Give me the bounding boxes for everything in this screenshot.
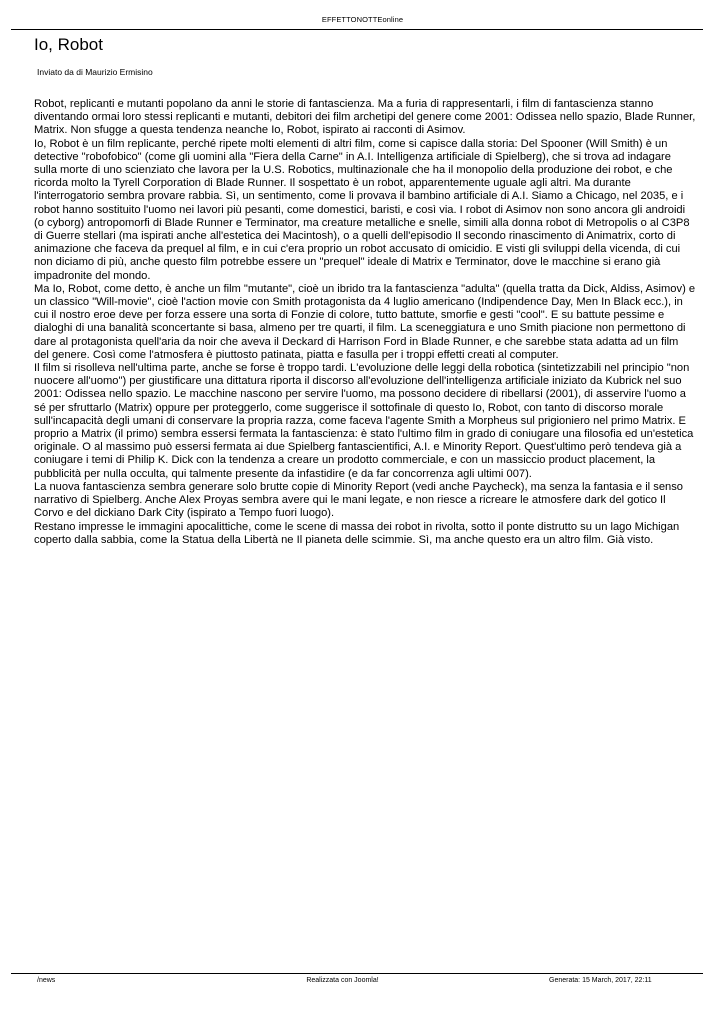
article-title: Io, Robot	[34, 35, 103, 54]
article-paragraph: La nuova fantascienza sembra generare solo brutte copie di Minority Report (vedi anche Paycheck), ma senza la fantasia e il senso narrativo di Spielberg. Anche Alex Proyas sembra avere qui le mani legate, e non riesce a ricreare le atmosfere dark del gotico Il Corvo e del dickiano Dark City (ispirato a Tempo fuori luogo).	[34, 480, 683, 520]
footer-powered-by: Realizzata con Joomla!	[306, 977, 379, 984]
article-paragraph: Io, Robot è un film replicante, perché ripete molti elementi di altri film, come si capisce dalla storia: Del Spooner (Will Smith) è un detective "robofobico" (come gli uomini alla "Fiera della Carne" in A.I. Intelligenza artificiale di Spielberg), che si trova ad indagare sulla morte di uno scienziato che lavora per la U.S. Robotics, multinazionale che ha il monopolio della produzione dei robot, e che ricorda molto la Tyrell Corporation di Blade Runner. Il sospettato è un robot, apparentemente uguale agli altri. Ma durante l'interrogatorio sembra provare rabbia. Sì, un sentimento, come li provava il bambino artificiale di A.I. Siamo a Chicago, nel 2035, e i robot hanno sostituito l'uomo nei lavori più pesanti, come domestici, baristi, e così via. I robot di Asimov non sono ancora gli androidi (o cyborg) antropomorfi di Blade Runner e Terminator, ma creature metalliche e snelle, simili alla donna robot di Metropolis o al C3P8 di Guerre stellari (ma ispirati anche all'estetica dei Macintosh), o a quelli dell'episodio Il secondo rinascimento di Animatrix, corto di animazione che faceva da prequel al film, e in cui c'era proprio un robot accusato di omicidio. E visti gli sviluppi della vicenda, di cui non diciamo di più, anche questo film potrebbe essere un "prequel" ideale di Matrix e Terminator, dove le macchine si erano già impadronite del mondo.	[34, 137, 690, 282]
footer-generated-date: Generata: 15 March, 2017, 22:11	[549, 977, 652, 984]
article-paragraph: Ma Io, Robot, come detto, è anche un film "mutante", cioè un ibrido tra la fantascienza "adulta" (quella tratta da Dick, Aldiss, Asimov) e un classico "Will-movie", cioè l'action movie con Smith protagonista da 4 luglio americano (Indipendence Day, Men In Black ecc.), in cui il nostro eroe deve per forza essere una sorta di Fonzie di colore, tutto battute, smorfie e gesti "cool". E su battute pessime e dialoghi di una banalità sconcertante si basa, almeno per tre quarti, il film. La sceneggiatura e uno Smith piacione non permettono di dare al protagonista quell'aria da noir che aveva il Deckard di Harrison Ford in Blade Runner, e che sarebbe stata adatta ad un film del genere. Così come l'atmosfera è piuttosto patinata, piatta e fasulla per i troppi effetti creati al computer.	[34, 282, 696, 361]
article-paragraph: Robot, replicanti e mutanti popolano da anni le storie di fantascienza. Ma a furia di rappresentarli, i film di fantascienza stanno diventando ormai loro stessi replicanti e mutanti, debitori dei film archetipi del genere come 2001: Odissea nello spazio, Blade Runner, Matrix. Non sfugge a questa tendenza neanche Io, Robot, ispirato ai racconti di Asimov.	[34, 98, 696, 137]
header-divider	[11, 29, 703, 30]
site-header: EFFETTONOTTEonline	[321, 15, 404, 24]
footer-section-path: /news	[37, 977, 56, 984]
article-body	[34, 98, 696, 547]
footer-divider	[11, 973, 703, 974]
article-paragraph: Restano impresse le immagini apocalittiche, come le scene di massa dei robot in rivolta, sotto il ponte distrutto su un lago Michigan coperto dalla sabbia, come la Statua della Libertà ne Il pianeta delle scimmie. Sì, ma anche questo era un altro film. Già visto.	[34, 520, 680, 546]
article-byline: Inviato da di Maurizio Ermisino	[37, 67, 153, 77]
article-paragraph: Il film si risolleva nell'ultima parte, anche se forse è troppo tardi. L'evoluzione delle leggi della robotica (sintetizzabili nel principio "non nuocere all'uomo") per giustificare una dittatura riporta il discorso all'evoluzione dell'intelligenza artificiale iniziato da Kubrick nel suo 2001: Odissea nello spazio. Le macchine nascono per servire l'uomo, ma possono decidere di ribellarsi (2001), di asservire l'uomo a sé per sfruttarlo (Matrix) oppure per proteggerlo, come suggerisce il sottofinale di questo Io, Robot, con tanto di discorso morale sull'incapacità degli umani di conservare la propria razza, come faceva l'agente Smith a Morpheus sul prigioniero nel primo Matrix. E proprio a Matrix (il primo) sembra essersi fermata la fantascienza: è stato l'ultimo film in grado di coniugare una filosofia ed un'estetica originale. O al massimo può essersi fermata ai due Spielberg fantascientifici, A.I. e Minority Report. Quest'ultimo però tendeva già a coniugare i temi di Philip K. Dick con la tendenza a creare un prodotto commerciale, e con un massiccio product placement, la pubblicità per nulla occulta, qui talmente presente da infastidire (e da far concorrenza agli ultimi 007).	[34, 362, 694, 480]
